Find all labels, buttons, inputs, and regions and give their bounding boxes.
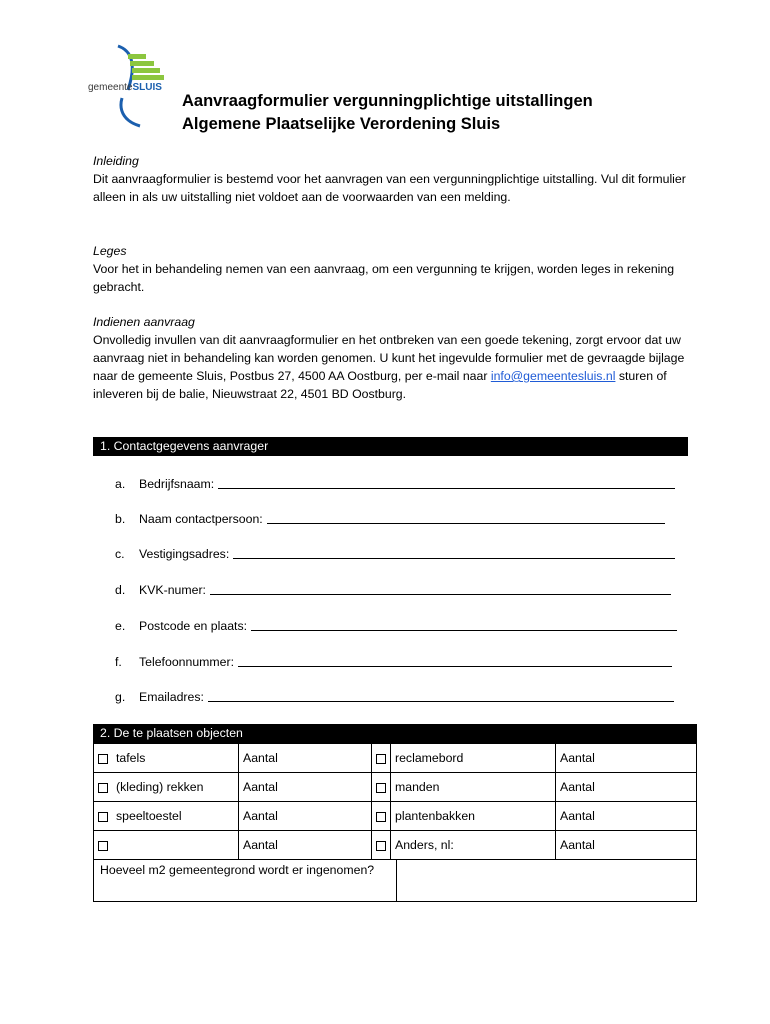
amount-cell[interactable]: Aantal	[556, 744, 697, 773]
section1-header: 1. Contactgegevens aanvrager	[93, 437, 688, 456]
area-input[interactable]	[397, 860, 696, 901]
field-label: Telefoonnummer:	[139, 655, 235, 669]
field-letter: g.	[115, 690, 126, 704]
input-line[interactable]	[233, 546, 675, 559]
field-label: Postcode en plaats:	[139, 619, 248, 633]
object-cell[interactable]	[94, 744, 239, 773]
indienen-heading: Indienen aanvraag	[93, 315, 195, 329]
area-question: Hoeveel m2 gemeentegrond wordt er ingenomen?	[94, 860, 397, 901]
input-line[interactable]	[210, 582, 671, 595]
email-link[interactable]: info@gemeentesluis.nl	[490, 369, 616, 383]
municipality-logo	[88, 42, 178, 128]
checkbox-icon[interactable]	[98, 841, 108, 851]
amount-cell[interactable]: Aantal	[556, 802, 697, 831]
input-line[interactable]	[238, 654, 672, 667]
checkbox-icon[interactable]	[376, 783, 386, 793]
input-line[interactable]	[218, 476, 675, 489]
field-naam-contactpersoon[interactable]	[115, 511, 665, 527]
amount-cell[interactable]: Aantal	[239, 773, 372, 802]
leges-heading: Leges	[93, 244, 127, 258]
indienen-text-after: sturen of inleveren bij de balie, Nieuwstraat 22, 4501 BD Oostburg.	[93, 369, 667, 401]
section2-header: 2. De te plaatsen objecten	[93, 724, 697, 743]
checkbox-icon[interactable]	[376, 754, 386, 764]
object-cell[interactable]	[94, 831, 239, 860]
input-line[interactable]	[267, 511, 665, 524]
field-letter: c.	[115, 547, 125, 561]
field-vestigingsadres[interactable]	[115, 546, 675, 562]
checkbox-cell[interactable]	[372, 831, 391, 860]
checkbox-icon[interactable]	[98, 812, 108, 822]
inleiding-heading: Inleiding	[93, 154, 139, 168]
field-letter: d.	[115, 583, 126, 597]
form-title	[182, 90, 593, 136]
field-letter: a.	[115, 477, 126, 491]
form-title-line1: Aanvraagformulier vergunningplichtige uitstallingen	[182, 92, 593, 110]
indienen-text-before: Onvolledig invullen van dit aanvraagformulier en het ontbreken van een goede tekening, zorgt ervoor dat uw aanvraag niet in behandeling kan worden genomen. U kunt het ingevulde formulier met de gevraagde bijlage naar de gemeente Sluis, Postbus 27, 4500 AA Oostburg, per e-mail naar	[93, 333, 685, 383]
object-cell[interactable]: Anders, nl:	[391, 831, 556, 860]
field-telefoonnummer[interactable]	[115, 654, 672, 670]
checkbox-cell[interactable]	[372, 802, 391, 831]
object-label: tafels	[116, 751, 146, 765]
object-cell[interactable]	[94, 802, 239, 831]
table-row	[94, 802, 697, 831]
field-label: Bedrijfsnaam:	[139, 477, 215, 491]
field-letter: f.	[115, 655, 122, 669]
area-row	[93, 859, 697, 902]
field-emailadres[interactable]	[115, 689, 674, 705]
object-cell[interactable]: plantenbakken	[391, 802, 556, 831]
form-title-line2: Algemene Plaatselijke Verordening Sluis	[182, 115, 501, 133]
checkbox-icon[interactable]	[376, 812, 386, 822]
checkbox-icon[interactable]	[98, 783, 108, 793]
field-letter: e.	[115, 619, 126, 633]
logo-wordmark: gemeenteSLUIS	[88, 82, 162, 93]
object-label: speeltoestel	[116, 809, 182, 823]
input-line[interactable]	[208, 689, 674, 702]
field-postcode-plaats[interactable]	[115, 618, 677, 634]
amount-cell[interactable]: Aantal	[239, 831, 372, 860]
objects-table	[93, 743, 697, 860]
object-cell[interactable]: reclamebord	[391, 744, 556, 773]
checkbox-icon[interactable]	[98, 754, 108, 764]
field-bedrijfsnaam[interactable]	[115, 476, 675, 492]
object-cell[interactable]: manden	[391, 773, 556, 802]
table-row	[94, 773, 697, 802]
field-letter: b.	[115, 512, 126, 526]
indienen-section	[93, 313, 693, 403]
object-label: (kleding) rekken	[116, 780, 204, 794]
object-cell[interactable]	[94, 773, 239, 802]
field-label: Naam contactpersoon:	[139, 512, 263, 526]
amount-cell[interactable]: Aantal	[556, 831, 697, 860]
field-label: KVK-numer:	[139, 583, 206, 597]
leges-section	[93, 242, 693, 296]
field-label: Vestigingsadres:	[139, 547, 230, 561]
inleiding-section	[93, 152, 693, 206]
amount-cell[interactable]: Aantal	[239, 802, 372, 831]
checkbox-cell[interactable]	[372, 773, 391, 802]
amount-cell[interactable]: Aantal	[239, 744, 372, 773]
checkbox-icon[interactable]	[376, 841, 386, 851]
inleiding-text: Dit aanvraagformulier is bestemd voor het aanvragen van een vergunningplichtige uitstalling. Vul dit formulier alleen in als uw uitstalling niet voldoet aan de voorwaarden van een melding.	[93, 172, 686, 204]
table-row	[94, 831, 697, 860]
checkbox-cell[interactable]	[372, 744, 391, 773]
field-kvk-numer[interactable]	[115, 582, 671, 598]
field-label: Emailadres:	[139, 690, 204, 704]
indienen-text	[93, 331, 693, 403]
table-row	[94, 744, 697, 773]
input-line[interactable]	[251, 618, 677, 631]
amount-cell[interactable]: Aantal	[556, 773, 697, 802]
leges-text: Voor het in behandeling nemen van een aanvraag, om een vergunning te krijgen, worden leges in rekening gebracht.	[93, 262, 675, 294]
